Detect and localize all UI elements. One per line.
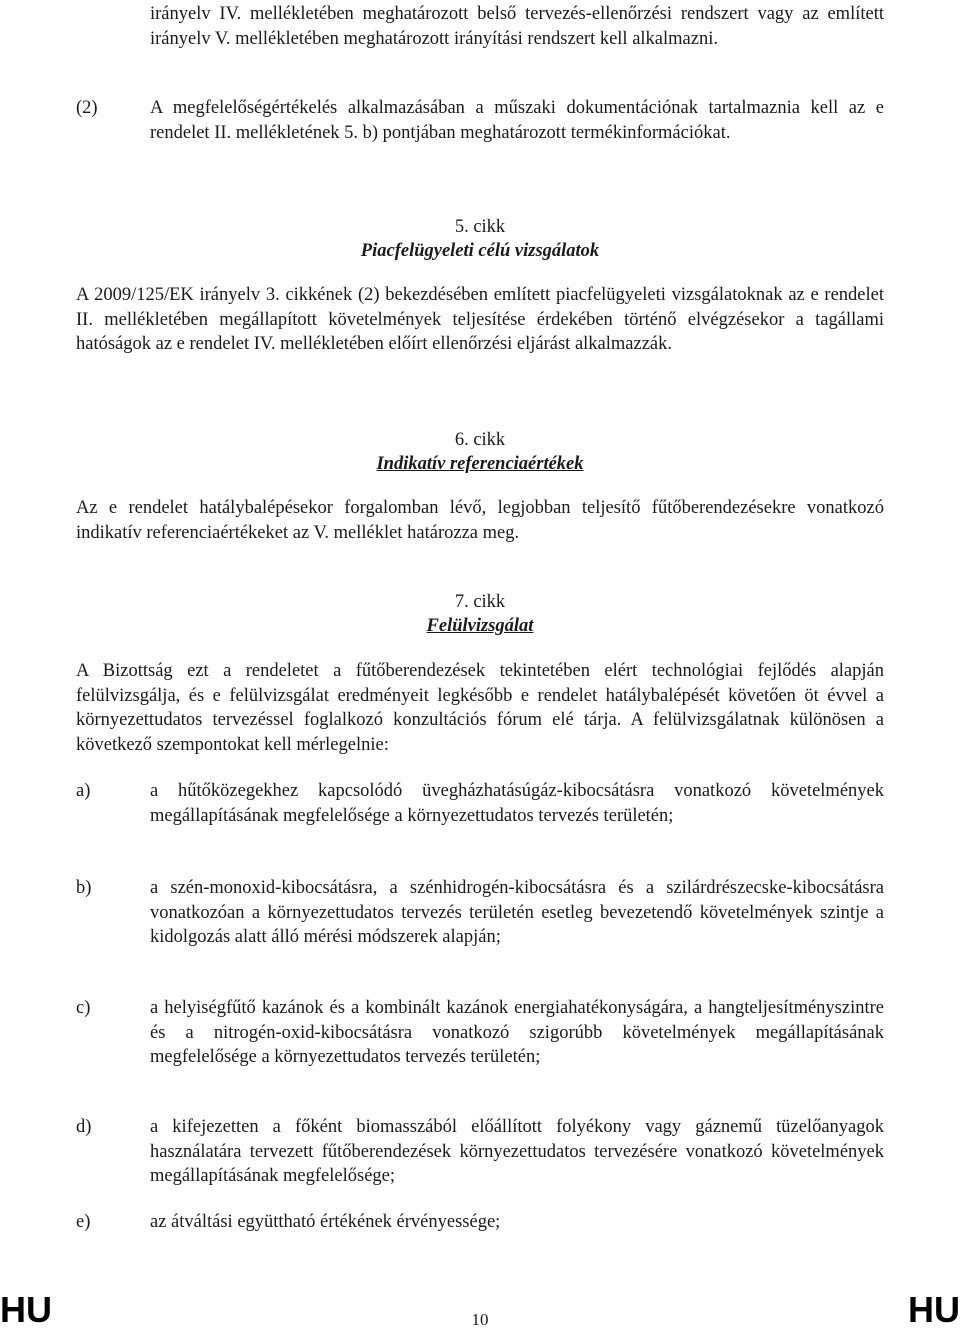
list-item-marker: e) [76, 1212, 91, 1232]
article-7-number: 7. cikk [454, 592, 506, 612]
article-7-text: A Bizottság ezt a rendeletet a fűtőberendezések tekintetében elért technológiai fejlődés alapján felülvizsgálja, és e felülvizsgálat eredményeit legkésőbb e rendelet hatálybalépését követően öt évvel a környezettudatos tervezéssel foglalkozó konzultációs fórum elé tárja. A felülvizsgálatnak különösen a következő szempontokat kell mérlegelnie: [76, 661, 884, 755]
article-5-number: 5. cikk [454, 217, 506, 237]
list-item-marker: d) [76, 1117, 92, 1137]
paragraph-2-text: A megfelelőségértékelés alkalmazásában a műszaki dokumentációnak tartalmaznia kell az e rendelet II. mellékletének 5. b) pontjában meghatározott termékinformációkat. [150, 98, 884, 143]
article-6-number: 6. cikk [454, 430, 506, 450]
article-6-text: Az e rendelet hatálybalépésekor forgalomban lévő, legjobban teljesítő fűtőberendezésekre vonatkozó indikatív referenciaértékeket az V. melléklet határozza meg. [76, 498, 884, 543]
page-number: 10 [471, 1310, 489, 1329]
footer-language-code-left: HU [0, 1289, 52, 1330]
article-5-title: Piacfelügyeleti célú vizsgálatok [360, 241, 600, 261]
article-5-text: A 2009/125/EK irányelv 3. cikkének (2) bekezdésében említett piacfelügyeleti vizsgálatoknak az e rendelet II. mellékletében megállapított követelmények teljesítése érdekében történő elvégzésekor a tagállami hatóságok az e rendelet IV. mellékletében előírt ellenőrzési eljárást alkalmazzák. [76, 285, 884, 354]
footer-language-code-right: HU [908, 1289, 960, 1330]
list-item-text: az átváltási együttható értékének érvényessége; [150, 1212, 501, 1232]
article-6-title: Indikatív referenciaértékek [376, 454, 584, 474]
list-item-text: a szén-monoxid-kibocsátásra, a szénhidrogén-kibocsátásra és a szilárdrészecske-kibocsátásra vonatkozóan a környezettudatos tervezés területén esetleg bevezetendő követelmények szintje a kidolgozás alatt álló mérési módszerek alapján; [150, 878, 884, 947]
list-item-marker: a) [76, 781, 91, 801]
continuation-paragraph: irányelv IV. mellékletében meghatározott belső tervezés-ellenőrzési rendszert vagy az említett irányelv V. mellékletében meghatározott irányítási rendszert kell alkalmazni. [150, 4, 884, 49]
list-item-marker: c) [76, 998, 91, 1018]
list-item-marker: b) [76, 878, 92, 898]
paragraph-2-marker: (2) [76, 98, 98, 118]
article-7-title: Felülvizsgálat [426, 616, 534, 636]
list-item-text: a helyiségfűtő kazánok és a kombinált kazánok energiahatékonyságára, a hangteljesítményszintre és a nitrogén-oxid-kibocsátásra vonatkozó szigorúbb követelmények megállapításának megfelelősége a környezettudatos tervezés területén; [150, 998, 884, 1067]
list-item-text: a kifejezetten a főként biomasszából előállított folyékony vagy gáznemű tüzelőanyagok használatára tervezett fűtőberendezések környezettudatos tervezésére vonatkozó követelmények megállapításának megfelelősége; [150, 1117, 884, 1186]
list-item-text: a hűtőközegekhez kapcsolódó üvegházhatásúgáz-kibocsátásra vonatkozó követelmények megállapításának megfelelősége a környezettudatos tervezés területén; [150, 781, 884, 826]
